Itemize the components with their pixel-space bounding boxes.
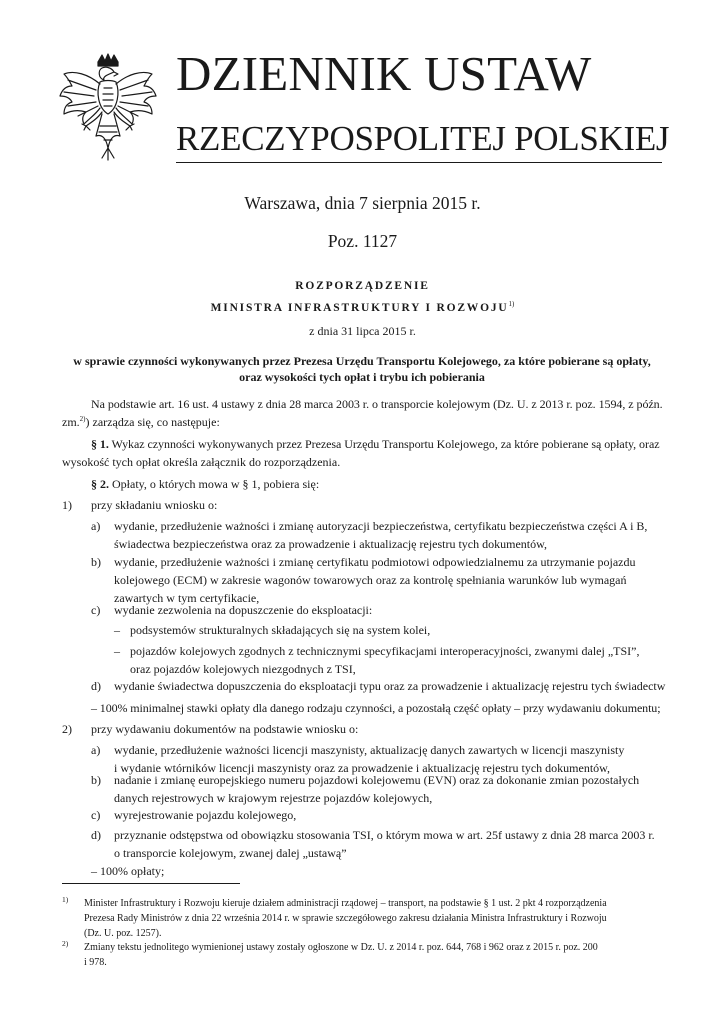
- dash-marker: –: [114, 623, 120, 637]
- position-number: Poz. 1127: [327, 231, 398, 251]
- point-lead: przy wydawaniu dokumentów na podstawie wniosku o:: [91, 722, 359, 736]
- dateline: Warszawa, dnia 7 sierpnia 2015 r.: [244, 193, 481, 213]
- act-subject: [62, 353, 662, 385]
- paragraph-2: [62, 475, 662, 493]
- item-line: wydanie, przedłużenie ważności i zmianę autoryzacji bezpieczeństwa, certyfikatu bezpieczeństwa części A i B,: [114, 519, 648, 533]
- item-line: zawartych w tym certyfikacie,: [114, 591, 260, 605]
- point-tail: – 100% opłaty;: [91, 864, 165, 878]
- journal-subtitle: RZECZYPOSPOLITEJ POLSKIEJ: [176, 119, 670, 158]
- point-tail: – 100% minimalnej stawki opłaty dla danego rodzaju czynności, a pozostałą część opłaty – przy wydawaniu dokumentu;: [91, 701, 661, 715]
- letter-item: [114, 826, 662, 862]
- letter-item: wydanie świadectwa dopuszczenia do eksploatacji typu oraz za prowadzenie i aktualizację rejestru tych świadectw: [114, 679, 666, 693]
- letter-label: a): [91, 519, 101, 533]
- footnote-ref-2: 2): [79, 415, 86, 423]
- paragraph-line: [62, 435, 662, 453]
- act-issuer: [0, 297, 725, 315]
- preamble-text: zm.: [62, 415, 80, 429]
- paragraph-text: Wykaz czynności wykonywanych przez Prezesa Urzędu Transportu Kolejowego, za które pobierane są opłaty, oraz: [108, 437, 660, 451]
- act-type: ROZPORZĄDZENIE: [295, 280, 430, 292]
- subject-line: oraz wysokości tych opłat i trybu ich pobierania: [239, 370, 485, 384]
- footnote-divider: [62, 883, 240, 884]
- footnote-line: i 978.: [84, 957, 107, 968]
- item-line: wydanie, przedłużenie ważności i zmianę certyfikatu podmiotowi odpowiedzialnemu za utrzymanie pojazdu: [114, 555, 636, 569]
- item-line: kolejowego (ECM) w zakresie wagonów towarowych oraz za kontrolę spełniania warunków lub wymagań: [114, 573, 627, 587]
- item-line: o transporcie kolejowym, zwanej dalej „ustawą”: [114, 846, 347, 860]
- subject-line: w sprawie czynności wykonywanych przez Prezesa Urzędu Transportu Kolejowego, za które pobierane są opłaty,: [73, 354, 651, 368]
- point-number: 1): [62, 498, 72, 512]
- preamble-line: [62, 413, 662, 431]
- paragraph-label: § 1.: [91, 437, 109, 451]
- item-line: świadectwa bezpieczeństwa oraz za prowadzenie i aktualizację rejestru tych dokumentów,: [114, 537, 548, 551]
- footnote-2: [84, 940, 662, 970]
- footnote-line: Zmiany tekstu jednolitego wymienionej ustawy zostały ogłoszone w Dz. U. z 2014 r. poz. 644, 768 i 962 oraz z 2015 r. poz. 200: [84, 942, 598, 953]
- item-line: oraz pojazdów kolejowych niezgodnych z TSI,: [130, 662, 356, 676]
- letter-label: c): [91, 603, 101, 617]
- letter-label: d): [91, 828, 101, 842]
- masthead-divider: [176, 162, 662, 163]
- white-eagle-emblem: [58, 52, 158, 164]
- letter-item: [114, 553, 662, 607]
- footnote-ref-1: 1): [508, 300, 515, 308]
- dash-item: podsystemów strukturalnych składających się na system kolei,: [130, 623, 431, 637]
- paragraph-label: § 2.: [91, 477, 109, 491]
- footnote-line: Minister Infrastruktury i Rozwoju kieruje działem administracji rządowej – transport, na podstawie § 1 ust. 2 pkt 4 rozporządzenia: [84, 898, 607, 909]
- footnote-mark: 1): [62, 895, 69, 904]
- preamble: [62, 395, 662, 431]
- letter-item: [114, 771, 662, 807]
- issuer-name: MINISTRA INFRASTRUKTURY I ROZWOJU: [210, 301, 509, 314]
- paragraph-1: [62, 435, 662, 471]
- letter-label: d): [91, 679, 101, 693]
- item-line: i wydanie wtórników licencji maszynisty oraz za prowadzenie i aktualizację rejestru tych dokumentów,: [114, 761, 611, 775]
- item-line: nadanie i zmianę europejskiego numeru pojazdowi kolejowemu (EVN) oraz za dokonanie zmian pozostałych: [114, 773, 640, 787]
- paragraph-text: Opłaty, o których mowa w § 1, pobiera się:: [109, 477, 320, 491]
- item-line: pojazdów kolejowych zgodnych z technicznymi specyfikacjami interoperacyjności, zwanymi dalej „TSI”,: [130, 644, 640, 658]
- item-line: wydanie, przedłużenie ważności licencji maszynisty, aktualizację danych zawartych w licencji maszynisty: [114, 743, 625, 757]
- footnote-line: (Dz. U. poz. 1257).: [84, 928, 162, 939]
- footnote-1: [84, 896, 662, 941]
- dash-item: [130, 642, 662, 678]
- dash-marker: –: [114, 644, 120, 658]
- preamble-line: Na podstawie art. 16 ust. 4 ustawy z dnia 28 marca 2003 r. o transporcie kolejowym (Dz. U. z 2013 r. poz. 1594, z późn.: [91, 397, 663, 411]
- point-number: 2): [62, 722, 72, 736]
- item-line: przyznanie odstępstwa od obowiązku stosowania TSI, o którym mowa w art. 25f ustawy z dnia 28 marca 2003 r.: [114, 828, 655, 842]
- act-date: z dnia 31 lipca 2015 r.: [309, 324, 416, 338]
- footnote-line: Prezesa Rady Ministrów z dnia 22 września 2014 r. w sprawie szczegółowego zakresu działania Ministra Infrastruktury i Rozwoju: [84, 913, 607, 924]
- footnote-mark: 2): [62, 939, 69, 948]
- letter-item: [114, 517, 662, 553]
- letter-item: wydanie zezwolenia na dopuszczenie do eksploatacji:: [114, 603, 373, 617]
- preamble-text: ) zarządza się, co następuje:: [85, 415, 220, 429]
- journal-title: DZIENNIK USTAW: [176, 46, 592, 101]
- point-lead: przy składaniu wniosku o:: [91, 498, 218, 512]
- letter-label: a): [91, 743, 101, 757]
- paragraph-line: [62, 475, 662, 493]
- item-line: danych rejestrowych w krajowym rejestrze pojazdów kolejowych,: [114, 791, 433, 805]
- letter-item: wyrejestrowanie pojazdu kolejowego,: [114, 808, 297, 822]
- paragraph-line: wysokość tych opłat określa załącznik do rozporządzenia.: [62, 455, 341, 469]
- letter-label: c): [91, 808, 101, 822]
- letter-label: b): [91, 773, 101, 787]
- letter-label: b): [91, 555, 101, 569]
